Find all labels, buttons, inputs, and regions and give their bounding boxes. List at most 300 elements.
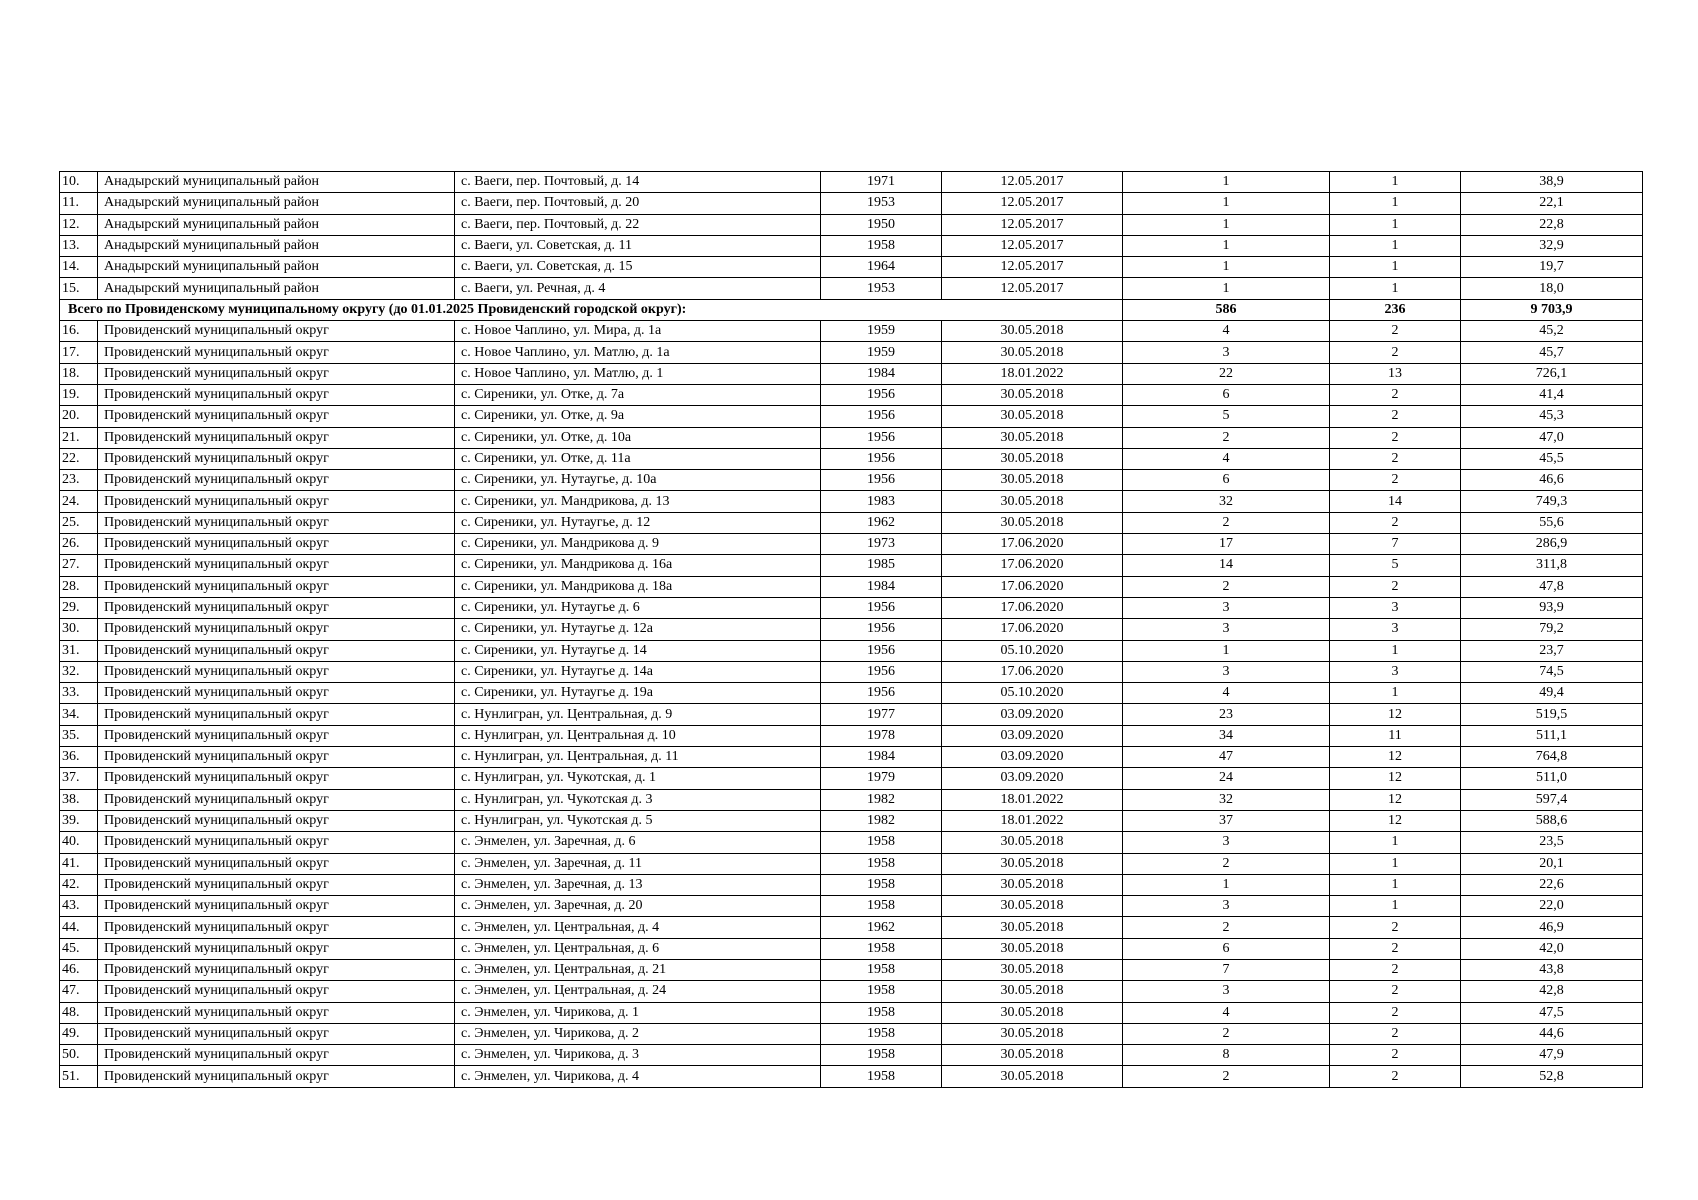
row-district: Анадырский муниципальный район: [98, 278, 455, 299]
row-address: с. Сиреники, ул. Отке, д. 10а: [455, 427, 821, 448]
row-date: 30.05.2018: [942, 427, 1123, 448]
table-row: [60, 725, 1643, 746]
table-row: [60, 193, 1643, 214]
row-district: Провиденский муниципальный округ: [98, 981, 455, 1002]
row-year: 1973: [821, 534, 942, 555]
row-date: 30.05.2018: [942, 406, 1123, 427]
row-value-1: 2: [1123, 1023, 1330, 1044]
row-year: 1982: [821, 810, 942, 831]
row-value-2: 2: [1330, 1023, 1461, 1044]
row-value-2: 2: [1330, 406, 1461, 427]
row-value-1: 3: [1123, 661, 1330, 682]
table-row: [60, 172, 1643, 193]
row-number: 51.: [60, 1066, 98, 1087]
row-district: Анадырский муниципальный район: [98, 172, 455, 193]
row-district: Провиденский муниципальный округ: [98, 597, 455, 618]
row-number: 32.: [60, 661, 98, 682]
row-address: с. Энмелен, ул. Чирикова, д. 3: [455, 1045, 821, 1066]
row-district: Провиденский муниципальный округ: [98, 321, 455, 342]
row-number: 46.: [60, 959, 98, 980]
row-value-3: 74,5: [1461, 661, 1643, 682]
row-year: 1958: [821, 1002, 942, 1023]
table-row: [60, 832, 1643, 853]
row-year: 1958: [821, 938, 942, 959]
row-address: с. Нунлигран, ул. Центральная, д. 9: [455, 704, 821, 725]
row-value-2: 12: [1330, 704, 1461, 725]
table-body: [60, 172, 1643, 1088]
row-value-1: 3: [1123, 981, 1330, 1002]
row-value-2: 1: [1330, 896, 1461, 917]
row-district: Провиденский муниципальный округ: [98, 534, 455, 555]
row-address: с. Ваеги, пер. Почтовый, д. 20: [455, 193, 821, 214]
row-date: 12.05.2017: [942, 172, 1123, 193]
row-value-1: 14: [1123, 555, 1330, 576]
row-number: 33.: [60, 683, 98, 704]
row-number: 45.: [60, 938, 98, 959]
row-value-3: 45,3: [1461, 406, 1643, 427]
row-number: 15.: [60, 278, 98, 299]
row-year: 1985: [821, 555, 942, 576]
row-date: 30.05.2018: [942, 1066, 1123, 1087]
row-year: 1984: [821, 363, 942, 384]
row-number: 37.: [60, 768, 98, 789]
table-row: [60, 896, 1643, 917]
row-year: 1956: [821, 597, 942, 618]
row-value-3: 519,5: [1461, 704, 1643, 725]
row-district: Провиденский муниципальный округ: [98, 938, 455, 959]
row-address: с. Сиреники, ул. Нутаугье д. 12а: [455, 619, 821, 640]
row-address: с. Сиреники, ул. Нутаугье д. 14а: [455, 661, 821, 682]
row-district: Провиденский муниципальный округ: [98, 448, 455, 469]
row-value-1: 37: [1123, 810, 1330, 831]
table-row: [60, 576, 1643, 597]
row-date: 18.01.2022: [942, 363, 1123, 384]
row-value-2: 3: [1330, 619, 1461, 640]
row-address: с. Ваеги, пер. Почтовый, д. 22: [455, 214, 821, 235]
row-value-1: 1: [1123, 640, 1330, 661]
table-row: [60, 321, 1643, 342]
row-value-3: 22,1: [1461, 193, 1643, 214]
row-number: 20.: [60, 406, 98, 427]
row-date: 12.05.2017: [942, 278, 1123, 299]
table-row: [60, 768, 1643, 789]
row-number: 11.: [60, 193, 98, 214]
row-date: 03.09.2020: [942, 725, 1123, 746]
row-value-1: 3: [1123, 342, 1330, 363]
row-value-3: 19,7: [1461, 257, 1643, 278]
table-row: [60, 534, 1643, 555]
row-date: 30.05.2018: [942, 384, 1123, 405]
row-address: с. Сиреники, ул. Нутаугье д. 6: [455, 597, 821, 618]
row-number: 12.: [60, 214, 98, 235]
row-value-1: 2: [1123, 576, 1330, 597]
row-year: 1956: [821, 427, 942, 448]
row-number: 27.: [60, 555, 98, 576]
row-district: Провиденский муниципальный округ: [98, 725, 455, 746]
row-date: 30.05.2018: [942, 512, 1123, 533]
row-value-1: 2: [1123, 917, 1330, 938]
row-number: 16.: [60, 321, 98, 342]
row-date: 03.09.2020: [942, 704, 1123, 725]
row-value-1: 2: [1123, 853, 1330, 874]
row-address: с. Энмелен, ул. Заречная, д. 6: [455, 832, 821, 853]
row-value-1: 4: [1123, 321, 1330, 342]
row-district: Провиденский муниципальный округ: [98, 1045, 455, 1066]
row-number: 21.: [60, 427, 98, 448]
row-district: Провиденский муниципальный округ: [98, 406, 455, 427]
row-value-1: 4: [1123, 683, 1330, 704]
row-district: Анадырский муниципальный район: [98, 235, 455, 256]
row-value-3: 45,2: [1461, 321, 1643, 342]
row-value-2: 2: [1330, 1002, 1461, 1023]
row-value-3: 22,6: [1461, 874, 1643, 895]
row-address: с. Сиреники, ул. Мандрикова д. 18а: [455, 576, 821, 597]
row-address: с. Энмелен, ул. Центральная, д. 6: [455, 938, 821, 959]
row-value-2: 2: [1330, 470, 1461, 491]
row-value-3: 42,0: [1461, 938, 1643, 959]
row-address: с. Сиреники, ул. Отке, д. 11а: [455, 448, 821, 469]
row-date: 17.06.2020: [942, 597, 1123, 618]
row-value-1: 8: [1123, 1045, 1330, 1066]
row-district: Провиденский муниципальный округ: [98, 959, 455, 980]
row-address: с. Энмелен, ул. Чирикова, д. 2: [455, 1023, 821, 1044]
row-value-1: 34: [1123, 725, 1330, 746]
table-row: [60, 406, 1643, 427]
row-value-1: 32: [1123, 789, 1330, 810]
row-address: с. Энмелен, ул. Заречная, д. 13: [455, 874, 821, 895]
row-number: 44.: [60, 917, 98, 938]
row-value-3: 47,0: [1461, 427, 1643, 448]
table-row: [60, 512, 1643, 533]
row-date: 17.06.2020: [942, 619, 1123, 640]
row-value-2: 7: [1330, 534, 1461, 555]
row-value-1: 23: [1123, 704, 1330, 725]
row-value-2: 1: [1330, 235, 1461, 256]
row-year: 1971: [821, 172, 942, 193]
row-value-1: 3: [1123, 619, 1330, 640]
row-number: 36.: [60, 747, 98, 768]
row-date: 17.06.2020: [942, 576, 1123, 597]
row-number: 29.: [60, 597, 98, 618]
row-number: 39.: [60, 810, 98, 831]
row-date: 05.10.2020: [942, 683, 1123, 704]
row-value-1: 1: [1123, 214, 1330, 235]
row-value-3: 764,8: [1461, 747, 1643, 768]
row-value-2: 11: [1330, 725, 1461, 746]
row-year: 1962: [821, 917, 942, 938]
row-value-1: 4: [1123, 448, 1330, 469]
row-year: 1956: [821, 640, 942, 661]
subtotal-value-3: 9 703,9: [1461, 299, 1643, 320]
row-date: 12.05.2017: [942, 193, 1123, 214]
row-value-3: 55,6: [1461, 512, 1643, 533]
row-year: 1958: [821, 1066, 942, 1087]
row-value-3: 79,2: [1461, 619, 1643, 640]
row-year: 1982: [821, 789, 942, 810]
subtotal-value-1: 586: [1123, 299, 1330, 320]
row-date: 12.05.2017: [942, 235, 1123, 256]
row-value-1: 1: [1123, 278, 1330, 299]
table-row: [60, 789, 1643, 810]
row-address: с. Ваеги, ул. Речная, д. 4: [455, 278, 821, 299]
table-row: [60, 1023, 1643, 1044]
row-date: 30.05.2018: [942, 1045, 1123, 1066]
row-value-3: 20,1: [1461, 853, 1643, 874]
row-value-2: 3: [1330, 597, 1461, 618]
table-row: [60, 981, 1643, 1002]
subtotal-row: [60, 299, 1643, 320]
row-value-2: 2: [1330, 1045, 1461, 1066]
row-value-1: 22: [1123, 363, 1330, 384]
subtotal-value-2: 236: [1330, 299, 1461, 320]
row-date: 12.05.2017: [942, 257, 1123, 278]
row-year: 1958: [821, 981, 942, 1002]
row-value-3: 47,8: [1461, 576, 1643, 597]
row-value-2: 1: [1330, 278, 1461, 299]
row-address: с. Сиреники, ул. Мандрикова, д. 13: [455, 491, 821, 512]
row-value-3: 23,5: [1461, 832, 1643, 853]
row-value-2: 5: [1330, 555, 1461, 576]
table-row: [60, 810, 1643, 831]
row-year: 1958: [821, 853, 942, 874]
subtotal-label: Всего по Провиденскому муниципальному округу (до 01.01.2025 Провиденский городской округ):: [60, 299, 1123, 320]
row-year: 1958: [821, 874, 942, 895]
row-district: Провиденский муниципальный округ: [98, 832, 455, 853]
row-value-1: 1: [1123, 235, 1330, 256]
table-row: [60, 1002, 1643, 1023]
row-value-2: 2: [1330, 342, 1461, 363]
table-row: [60, 1066, 1643, 1087]
row-value-2: 12: [1330, 789, 1461, 810]
row-year: 1956: [821, 619, 942, 640]
row-value-3: 18,0: [1461, 278, 1643, 299]
row-value-1: 1: [1123, 874, 1330, 895]
row-value-2: 1: [1330, 214, 1461, 235]
row-year: 1962: [821, 512, 942, 533]
table-row: [60, 384, 1643, 405]
row-date: 30.05.2018: [942, 853, 1123, 874]
row-date: 18.01.2022: [942, 810, 1123, 831]
row-address: с. Нунлигран, ул. Чукотская д. 5: [455, 810, 821, 831]
row-date: 30.05.2018: [942, 1023, 1123, 1044]
row-number: 13.: [60, 235, 98, 256]
row-number: 43.: [60, 896, 98, 917]
table-row: [60, 278, 1643, 299]
row-district: Анадырский муниципальный район: [98, 257, 455, 278]
row-date: 30.05.2018: [942, 938, 1123, 959]
row-value-3: 46,6: [1461, 470, 1643, 491]
row-date: 30.05.2018: [942, 1002, 1123, 1023]
row-district: Провиденский муниципальный округ: [98, 768, 455, 789]
table-row: [60, 363, 1643, 384]
row-number: 19.: [60, 384, 98, 405]
table-row: [60, 470, 1643, 491]
row-address: с. Сиреники, ул. Нутаугье д. 19а: [455, 683, 821, 704]
row-year: 1956: [821, 661, 942, 682]
row-number: 35.: [60, 725, 98, 746]
row-value-3: 22,0: [1461, 896, 1643, 917]
row-value-2: 3: [1330, 661, 1461, 682]
row-value-1: 2: [1123, 512, 1330, 533]
row-value-1: 3: [1123, 832, 1330, 853]
row-date: 30.05.2018: [942, 981, 1123, 1002]
row-year: 1958: [821, 959, 942, 980]
row-year: 1958: [821, 235, 942, 256]
table-row: [60, 214, 1643, 235]
row-year: 1984: [821, 576, 942, 597]
row-address: с. Ваеги, ул. Советская, д. 11: [455, 235, 821, 256]
row-year: 1977: [821, 704, 942, 725]
row-value-3: 511,0: [1461, 768, 1643, 789]
row-year: 1956: [821, 406, 942, 427]
row-date: 30.05.2018: [942, 917, 1123, 938]
row-address: с. Нунлигран, ул. Чукотская д. 3: [455, 789, 821, 810]
row-district: Провиденский муниципальный округ: [98, 874, 455, 895]
row-number: 18.: [60, 363, 98, 384]
row-district: Провиденский муниципальный округ: [98, 917, 455, 938]
row-value-2: 2: [1330, 427, 1461, 448]
row-date: 30.05.2018: [942, 491, 1123, 512]
row-number: 42.: [60, 874, 98, 895]
row-value-1: 1: [1123, 257, 1330, 278]
row-year: 1956: [821, 470, 942, 491]
row-address: с. Сиреники, ул. Отке, д. 7а: [455, 384, 821, 405]
table-row: [60, 747, 1643, 768]
row-address: с. Энмелен, ул. Заречная, д. 20: [455, 896, 821, 917]
row-year: 1956: [821, 448, 942, 469]
row-address: с. Сиреники, ул. Мандрикова д. 9: [455, 534, 821, 555]
table-row: [60, 1045, 1643, 1066]
row-district: Провиденский муниципальный округ: [98, 896, 455, 917]
row-district: Провиденский муниципальный округ: [98, 491, 455, 512]
row-address: с. Сиреники, ул. Мандрикова д. 16а: [455, 555, 821, 576]
row-address: с. Энмелен, ул. Заречная, д. 11: [455, 853, 821, 874]
row-value-2: 12: [1330, 768, 1461, 789]
row-year: 1958: [821, 832, 942, 853]
row-address: с. Сиреники, ул. Нутаугье, д. 10а: [455, 470, 821, 491]
row-address: с. Нунлигран, ул. Чукотская, д. 1: [455, 768, 821, 789]
row-value-3: 47,5: [1461, 1002, 1643, 1023]
row-district: Провиденский муниципальный округ: [98, 470, 455, 491]
row-date: 05.10.2020: [942, 640, 1123, 661]
table-row: [60, 683, 1643, 704]
row-value-1: 4: [1123, 1002, 1330, 1023]
row-number: 25.: [60, 512, 98, 533]
row-value-2: 1: [1330, 853, 1461, 874]
row-value-3: 597,4: [1461, 789, 1643, 810]
row-district: Провиденский муниципальный округ: [98, 853, 455, 874]
row-address: с. Энмелен, ул. Центральная, д. 21: [455, 959, 821, 980]
table-row: [60, 597, 1643, 618]
row-value-1: 3: [1123, 597, 1330, 618]
row-value-2: 2: [1330, 1066, 1461, 1087]
row-number: 40.: [60, 832, 98, 853]
row-number: 41.: [60, 853, 98, 874]
row-date: 03.09.2020: [942, 747, 1123, 768]
table-row: [60, 491, 1643, 512]
row-value-3: 23,7: [1461, 640, 1643, 661]
row-district: Провиденский муниципальный округ: [98, 384, 455, 405]
row-value-1: 24: [1123, 768, 1330, 789]
row-date: 18.01.2022: [942, 789, 1123, 810]
row-district: Провиденский муниципальный округ: [98, 640, 455, 661]
row-district: Провиденский муниципальный округ: [98, 1002, 455, 1023]
table-row: [60, 938, 1643, 959]
row-value-2: 2: [1330, 576, 1461, 597]
row-value-1: 2: [1123, 1066, 1330, 1087]
row-number: 14.: [60, 257, 98, 278]
row-district: Провиденский муниципальный округ: [98, 683, 455, 704]
row-value-3: 44,6: [1461, 1023, 1643, 1044]
row-district: Провиденский муниципальный округ: [98, 1066, 455, 1087]
row-date: 30.05.2018: [942, 321, 1123, 342]
row-value-1: 3: [1123, 896, 1330, 917]
table-row: [60, 853, 1643, 874]
row-address: с. Энмелен, ул. Чирикова, д. 4: [455, 1066, 821, 1087]
row-date: 30.05.2018: [942, 959, 1123, 980]
row-value-3: 49,4: [1461, 683, 1643, 704]
row-year: 1958: [821, 1045, 942, 1066]
row-value-3: 52,8: [1461, 1066, 1643, 1087]
row-value-3: 42,8: [1461, 981, 1643, 1002]
row-district: Провиденский муниципальный округ: [98, 704, 455, 725]
row-district: Провиденский муниципальный округ: [98, 1023, 455, 1044]
row-value-1: 7: [1123, 959, 1330, 980]
row-district: Провиденский муниципальный округ: [98, 363, 455, 384]
row-year: 1959: [821, 321, 942, 342]
row-address: с. Новое Чаплино, ул. Мира, д. 1а: [455, 321, 821, 342]
housing-table: [59, 171, 1643, 1088]
row-value-1: 1: [1123, 193, 1330, 214]
row-year: 1984: [821, 747, 942, 768]
row-value-2: 1: [1330, 683, 1461, 704]
row-value-2: 1: [1330, 640, 1461, 661]
row-value-2: 2: [1330, 917, 1461, 938]
row-year: 1958: [821, 1023, 942, 1044]
row-value-3: 32,9: [1461, 235, 1643, 256]
row-date: 03.09.2020: [942, 768, 1123, 789]
row-number: 26.: [60, 534, 98, 555]
row-value-3: 38,9: [1461, 172, 1643, 193]
row-value-2: 12: [1330, 747, 1461, 768]
row-date: 12.05.2017: [942, 214, 1123, 235]
table-row: [60, 427, 1643, 448]
row-value-1: 47: [1123, 747, 1330, 768]
row-address: с. Ваеги, пер. Почтовый, д. 14: [455, 172, 821, 193]
row-year: 1979: [821, 768, 942, 789]
table-row: [60, 917, 1643, 938]
table-row: [60, 661, 1643, 682]
table-row: [60, 555, 1643, 576]
row-value-1: 17: [1123, 534, 1330, 555]
row-value-3: 41,4: [1461, 384, 1643, 405]
row-number: 34.: [60, 704, 98, 725]
row-value-2: 13: [1330, 363, 1461, 384]
row-value-3: 749,3: [1461, 491, 1643, 512]
row-value-3: 47,9: [1461, 1045, 1643, 1066]
row-address: с. Ваеги, ул. Советская, д. 15: [455, 257, 821, 278]
row-address: с. Нунлигран, ул. Центральная д. 10: [455, 725, 821, 746]
row-value-1: 6: [1123, 470, 1330, 491]
row-address: с. Новое Чаплино, ул. Матлю, д. 1а: [455, 342, 821, 363]
row-date: 30.05.2018: [942, 874, 1123, 895]
table-row: [60, 874, 1643, 895]
row-value-3: 43,8: [1461, 959, 1643, 980]
row-year: 1956: [821, 384, 942, 405]
row-address: с. Новое Чаплино, ул. Матлю, д. 1: [455, 363, 821, 384]
row-value-2: 1: [1330, 193, 1461, 214]
row-year: 1964: [821, 257, 942, 278]
